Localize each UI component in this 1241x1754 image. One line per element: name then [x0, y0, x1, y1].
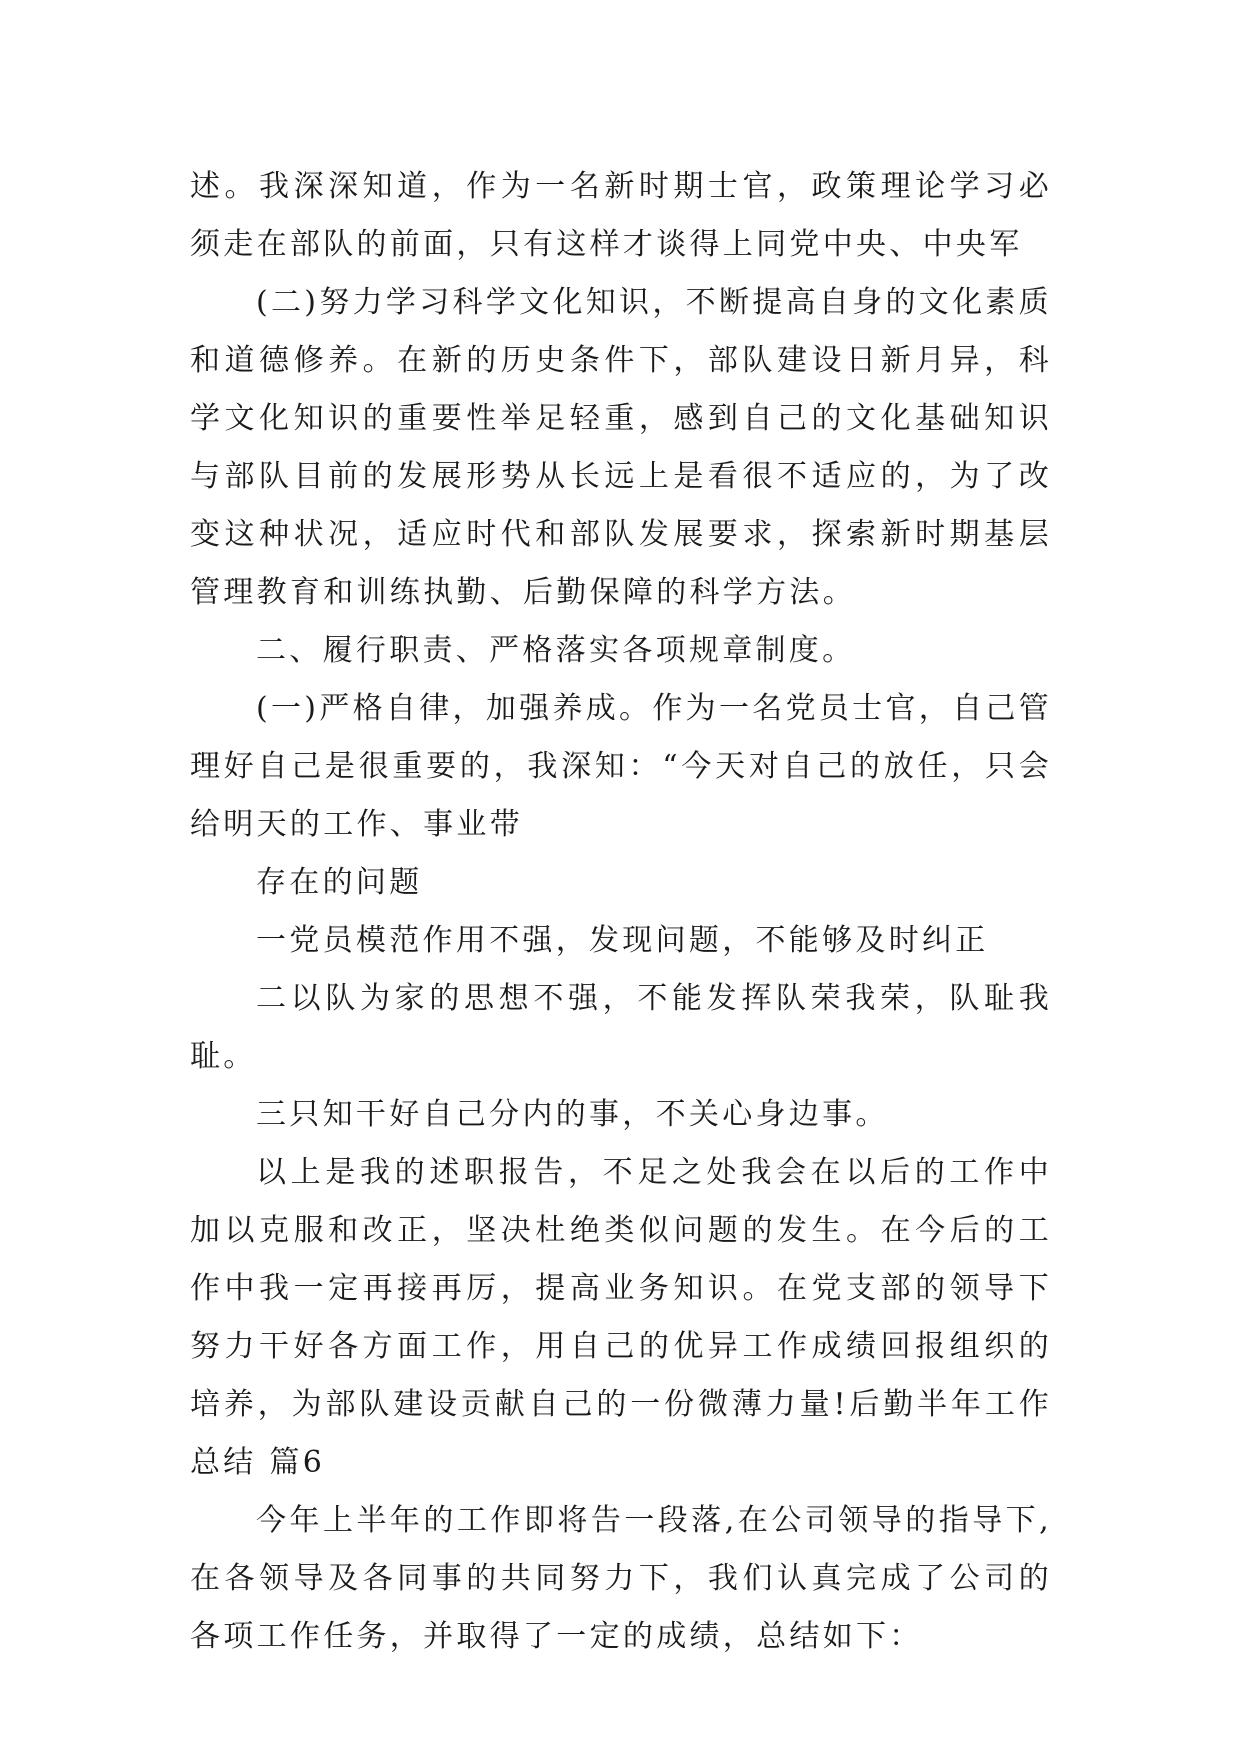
- paragraph-1: 述。我深深知道，作为一名新时期士官，政策理论学习必须走在部队的前面，只有这样才谈得上同党中央、中央军: [190, 169, 1052, 262]
- problems-heading: 存在的问题: [256, 865, 423, 900]
- document-body: [190, 158, 1052, 1666]
- paragraph-2: (二)努力学习科学文化知识，不断提高自身的文化素质和道德修养。在新的历史条件下，部队建设日新月异，科学文化知识的重要性举足轻重，感到自己的文化基础知识与部队目前的发展形势从长远上是看很不适应的，为了改变这种状况，适应时代和部队发展要求，探索新时期基层管理教育和训练执勤、后勤保障的科学方法。: [190, 285, 1052, 610]
- paragraph-summary-intro: 今年上半年的工作即将告一段落,在公司领导的指导下,在各领导及各同事的共同努力下，我们认真完成了公司的各项工作任务，并取得了一定的成绩，总结如下：: [190, 1503, 1052, 1654]
- problem-item-3: 三只知干好自己分内的事，不关心身边事。: [256, 1097, 889, 1132]
- paragraph-3: (一)严格自律，加强养成。作为一名党员士官，自己管理好自己是很重要的，我深知：“今天对自己的放任，只会给明天的工作、事业带: [190, 691, 1052, 842]
- problem-item-2: 二以队为家的思想不强，不能发挥队荣我荣，队耻我耻。: [190, 981, 1052, 1074]
- paragraph-conclusion: 以上是我的述职报告，不足之处我会在以后的工作中加以克服和改正，坚决杜绝类似问题的发生。在今后的工作中我一定再接再厉，提高业务知识。在党支部的领导下努力干好各方面工作，用自己的优异工作成绩回报组织的培养，为部队建设贡献自己的一份微薄力量!后勤半年工作总结 篇6: [190, 1155, 1052, 1480]
- section-heading-2: 二、履行职责、严格落实各项规章制度。: [256, 633, 856, 668]
- problem-item-1: 一党员模范作用不强，发现问题，不能够及时纠正: [256, 923, 989, 958]
